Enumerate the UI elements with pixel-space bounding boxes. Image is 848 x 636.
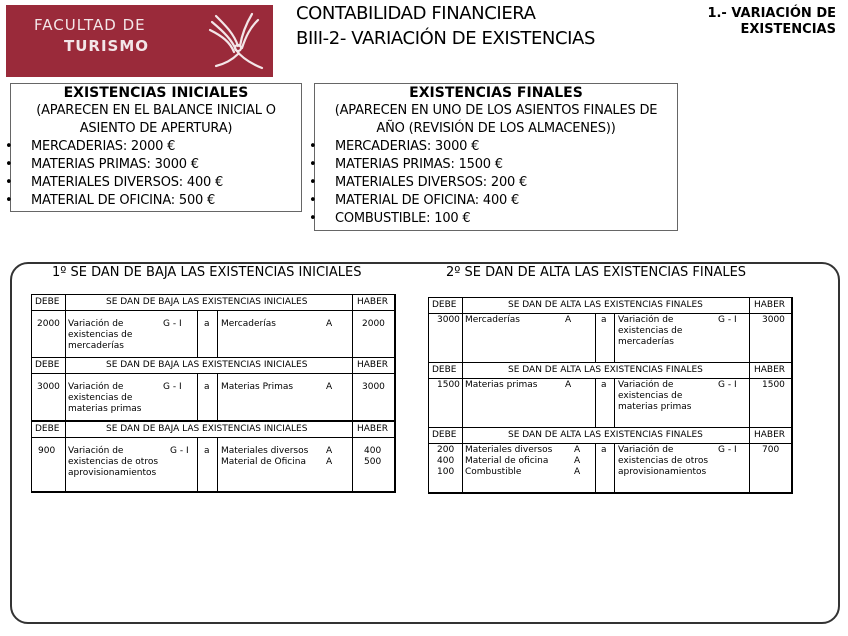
amount-haber: 700 bbox=[762, 445, 780, 455]
journal-entry-record-merchandise bbox=[428, 297, 793, 364]
debit-account-line: materias primas bbox=[68, 404, 142, 414]
amount-debe-line: 400 bbox=[437, 456, 455, 466]
list-item: • COMBUSTIBLE: 100 € bbox=[315, 210, 677, 228]
ledger-header-label: SE DAN DE BAJA LAS EXISTENCIAS INICIALES bbox=[106, 424, 308, 434]
credit-code: A bbox=[326, 382, 333, 392]
credit-account-line: Materiales diversos bbox=[221, 446, 309, 456]
debit-account-line: Materiales diversos bbox=[465, 445, 553, 455]
initial-stock-box bbox=[10, 83, 302, 212]
credit-code-line: A bbox=[326, 446, 333, 456]
final-stock-title: EXISTENCIAS FINALES bbox=[409, 85, 583, 101]
column-divider bbox=[749, 428, 750, 492]
debit-account: Mercaderías bbox=[465, 315, 520, 325]
ledger-header bbox=[32, 422, 394, 438]
credit-account-line: existencias de otros bbox=[618, 456, 709, 466]
debit-code: G - I bbox=[163, 319, 182, 329]
left-column-title: 1º SE DAN DE BAJA LAS EXISTENCIAS INICIALES bbox=[52, 265, 362, 280]
ledger-header bbox=[32, 295, 394, 311]
debit-account: Materias primas bbox=[465, 380, 538, 390]
haber-label: HABER bbox=[357, 360, 389, 370]
initial-stock-subtitle-1: (APARECEN EN EL BALANCE INICIAL O bbox=[36, 103, 276, 118]
debit-account-line: Variación de bbox=[68, 382, 124, 392]
haber-label: HABER bbox=[357, 297, 389, 307]
a-label: a bbox=[204, 446, 210, 456]
debit-account bbox=[68, 446, 158, 479]
credit-account: Materias Primas bbox=[221, 382, 294, 392]
amount-debe-line: 200 bbox=[437, 445, 455, 455]
debit-code-line: A bbox=[574, 445, 581, 455]
debit-code: G - I bbox=[163, 382, 182, 392]
amount-debe: 3000 bbox=[437, 315, 460, 325]
amount-haber-line: 400 bbox=[364, 446, 382, 456]
credit-code: G - I bbox=[718, 445, 737, 455]
list-item: • MERCADERIAS: 2000 € bbox=[11, 138, 301, 156]
column-divider bbox=[462, 363, 463, 427]
amount-haber: 3000 bbox=[762, 315, 785, 325]
debe-label: DEBE bbox=[35, 360, 60, 370]
page-subtitle: BIII-2- VARIACIÓN DE EXISTENCIAS bbox=[296, 28, 596, 49]
credit-account bbox=[618, 445, 708, 478]
final-stock-box bbox=[314, 83, 678, 231]
column-divider bbox=[217, 437, 218, 491]
column-divider bbox=[595, 378, 596, 427]
debe-label: DEBE bbox=[432, 300, 457, 310]
ledger-header bbox=[429, 298, 791, 314]
debit-code: A bbox=[565, 380, 572, 390]
list-item: • MATERIAL DE OFICINA: 500 € bbox=[11, 192, 301, 210]
column-divider bbox=[352, 422, 353, 491]
amount-haber: 2000 bbox=[362, 319, 385, 329]
section-title bbox=[707, 6, 836, 38]
amount-haber: 1500 bbox=[762, 380, 785, 390]
credit-code: G - I bbox=[718, 380, 737, 390]
final-stock-list bbox=[315, 138, 677, 228]
journal-entry-write-off-merchandise bbox=[31, 294, 396, 359]
journal-entry-write-off-raw-materials bbox=[31, 357, 396, 422]
column-divider bbox=[462, 298, 463, 362]
debe-label: DEBE bbox=[35, 297, 60, 307]
logo-line-1: FACULTAD DE bbox=[34, 16, 146, 34]
debit-code: A bbox=[565, 315, 572, 325]
bird-emblem-icon bbox=[202, 10, 266, 74]
haber-label: HABER bbox=[754, 365, 786, 375]
debit-code-line: A bbox=[574, 456, 581, 466]
debit-account-line: Combustible bbox=[465, 467, 522, 477]
a-label: a bbox=[601, 315, 607, 325]
ledger-header-label: SE DAN DE ALTA LAS EXISTENCIAS FINALES bbox=[508, 430, 703, 440]
amount-debe: 900 bbox=[38, 446, 56, 456]
amount-haber bbox=[364, 446, 381, 468]
credit-account-line: materias primas bbox=[618, 402, 692, 412]
debit-account bbox=[465, 445, 552, 478]
ledger-header-label: SE DAN DE BAJA LAS EXISTENCIAS INICIALES bbox=[106, 360, 308, 370]
ledger-header bbox=[32, 358, 394, 374]
column-divider bbox=[352, 295, 353, 357]
haber-label: HABER bbox=[357, 424, 389, 434]
ledger-header-label: SE DAN DE ALTA LAS EXISTENCIAS FINALES bbox=[508, 300, 703, 310]
credit-account-line: Material de Oficina bbox=[221, 457, 306, 467]
initial-stock-list bbox=[11, 138, 301, 210]
credit-account-line: Variación de bbox=[618, 445, 674, 455]
journal-entry-record-raw-materials bbox=[428, 362, 793, 429]
amount-debe: 2000 bbox=[37, 319, 60, 329]
column-divider bbox=[462, 428, 463, 492]
column-divider bbox=[217, 373, 218, 420]
debe-label: DEBE bbox=[432, 365, 457, 375]
credit-code: A bbox=[326, 319, 333, 329]
list-item: • MERCADERIAS: 3000 € bbox=[315, 138, 677, 156]
ledger-header bbox=[429, 363, 791, 379]
section-title-line-2: EXISTENCIAS bbox=[740, 22, 836, 37]
section-title-line-1: 1.- VARIACIÓN DE bbox=[707, 6, 836, 21]
list-item: • MATERIALES DIVERSOS: 200 € bbox=[315, 174, 677, 192]
debe-label: DEBE bbox=[432, 430, 457, 440]
faculty-logo bbox=[6, 5, 273, 77]
column-divider bbox=[65, 422, 66, 491]
amount-debe: 1500 bbox=[437, 380, 460, 390]
column-divider bbox=[197, 437, 198, 491]
column-divider bbox=[217, 310, 218, 357]
debit-account bbox=[68, 382, 142, 415]
credit-code: G - I bbox=[718, 315, 737, 325]
debit-account-line: existencias de otros bbox=[68, 457, 159, 467]
a-label: a bbox=[204, 319, 210, 329]
debit-account-line: aprovisionamientos bbox=[68, 468, 157, 478]
a-label: a bbox=[601, 380, 607, 390]
a-label: a bbox=[204, 382, 210, 392]
right-column-title: 2º SE DAN DE ALTA LAS EXISTENCIAS FINALES bbox=[446, 265, 747, 280]
final-stock-subtitle-2: AÑO (REVISIÓN DE LOS ALMACENES)) bbox=[376, 121, 616, 136]
a-label: a bbox=[601, 445, 607, 455]
debit-account-line: existencias de bbox=[68, 393, 133, 403]
page-title: CONTABILIDAD FINANCIERA bbox=[296, 3, 536, 24]
credit-account bbox=[618, 380, 692, 413]
debit-account-line: existencias de bbox=[68, 330, 133, 340]
column-divider bbox=[614, 378, 615, 427]
initial-stock-title: EXISTENCIAS INICIALES bbox=[63, 85, 249, 101]
column-divider bbox=[614, 443, 615, 492]
credit-account: Mercaderías bbox=[221, 319, 276, 329]
initial-stock-subtitle-2: ASIENTO DE APERTURA) bbox=[79, 121, 233, 136]
debit-account-line: Variación de bbox=[68, 446, 124, 456]
list-item: • MATERIAS PRIMAS: 3000 € bbox=[11, 156, 301, 174]
credit-account-line: Variación de bbox=[618, 380, 674, 390]
debit-code: G - I bbox=[170, 446, 189, 456]
column-divider bbox=[595, 313, 596, 362]
logo-line-2: TURISMO bbox=[64, 37, 150, 55]
column-divider bbox=[65, 358, 66, 420]
debe-label: DEBE bbox=[35, 424, 60, 434]
list-item: • MATERIAS PRIMAS: 1500 € bbox=[315, 156, 677, 174]
credit-account-line: existencias de bbox=[618, 391, 683, 401]
ledger-header-label: SE DAN DE ALTA LAS EXISTENCIAS FINALES bbox=[508, 365, 703, 375]
journal-entry-record-other-supplies bbox=[428, 427, 793, 494]
list-item: • MATERIAL DE OFICINA: 400 € bbox=[315, 192, 677, 210]
column-divider bbox=[65, 295, 66, 357]
column-divider bbox=[352, 358, 353, 420]
amount-debe bbox=[437, 445, 454, 478]
debit-account-line: Material de oficina bbox=[465, 456, 549, 466]
final-stock-subtitle-1: (APARECEN EN UNO DE LOS ASIENTOS FINALES DE bbox=[334, 103, 658, 118]
credit-account-line: existencias de bbox=[618, 326, 683, 336]
credit-account bbox=[618, 315, 682, 348]
amount-debe-line: 100 bbox=[437, 467, 455, 477]
debit-account bbox=[68, 319, 132, 352]
amount-debe: 3000 bbox=[37, 382, 60, 392]
amount-haber: 3000 bbox=[362, 382, 385, 392]
debit-account-line: Variación de bbox=[68, 319, 124, 329]
haber-label: HABER bbox=[754, 300, 786, 310]
column-divider bbox=[197, 310, 198, 357]
credit-account bbox=[221, 446, 308, 468]
amount-haber-line: 500 bbox=[364, 457, 382, 467]
column-divider bbox=[749, 363, 750, 427]
debit-code-line: A bbox=[574, 467, 581, 477]
journal-entry-write-off-other-supplies bbox=[31, 421, 396, 493]
credit-account-line: aprovisionamientos bbox=[618, 467, 707, 477]
column-divider bbox=[614, 313, 615, 362]
column-divider bbox=[749, 298, 750, 362]
credit-account-line: mercaderías bbox=[618, 337, 674, 347]
debit-code bbox=[574, 445, 580, 478]
ledger-header-label: SE DAN DE BAJA LAS EXISTENCIAS INICIALES bbox=[106, 297, 308, 307]
debit-account-line: mercaderías bbox=[68, 341, 124, 351]
credit-account-line: Variación de bbox=[618, 315, 674, 325]
credit-code bbox=[326, 446, 332, 468]
haber-label: HABER bbox=[754, 430, 786, 440]
credit-code-line: A bbox=[326, 457, 333, 467]
list-item: • MATERIALES DIVERSOS: 400 € bbox=[11, 174, 301, 192]
column-divider bbox=[595, 443, 596, 492]
ledger-header bbox=[429, 428, 791, 444]
column-divider bbox=[197, 373, 198, 420]
